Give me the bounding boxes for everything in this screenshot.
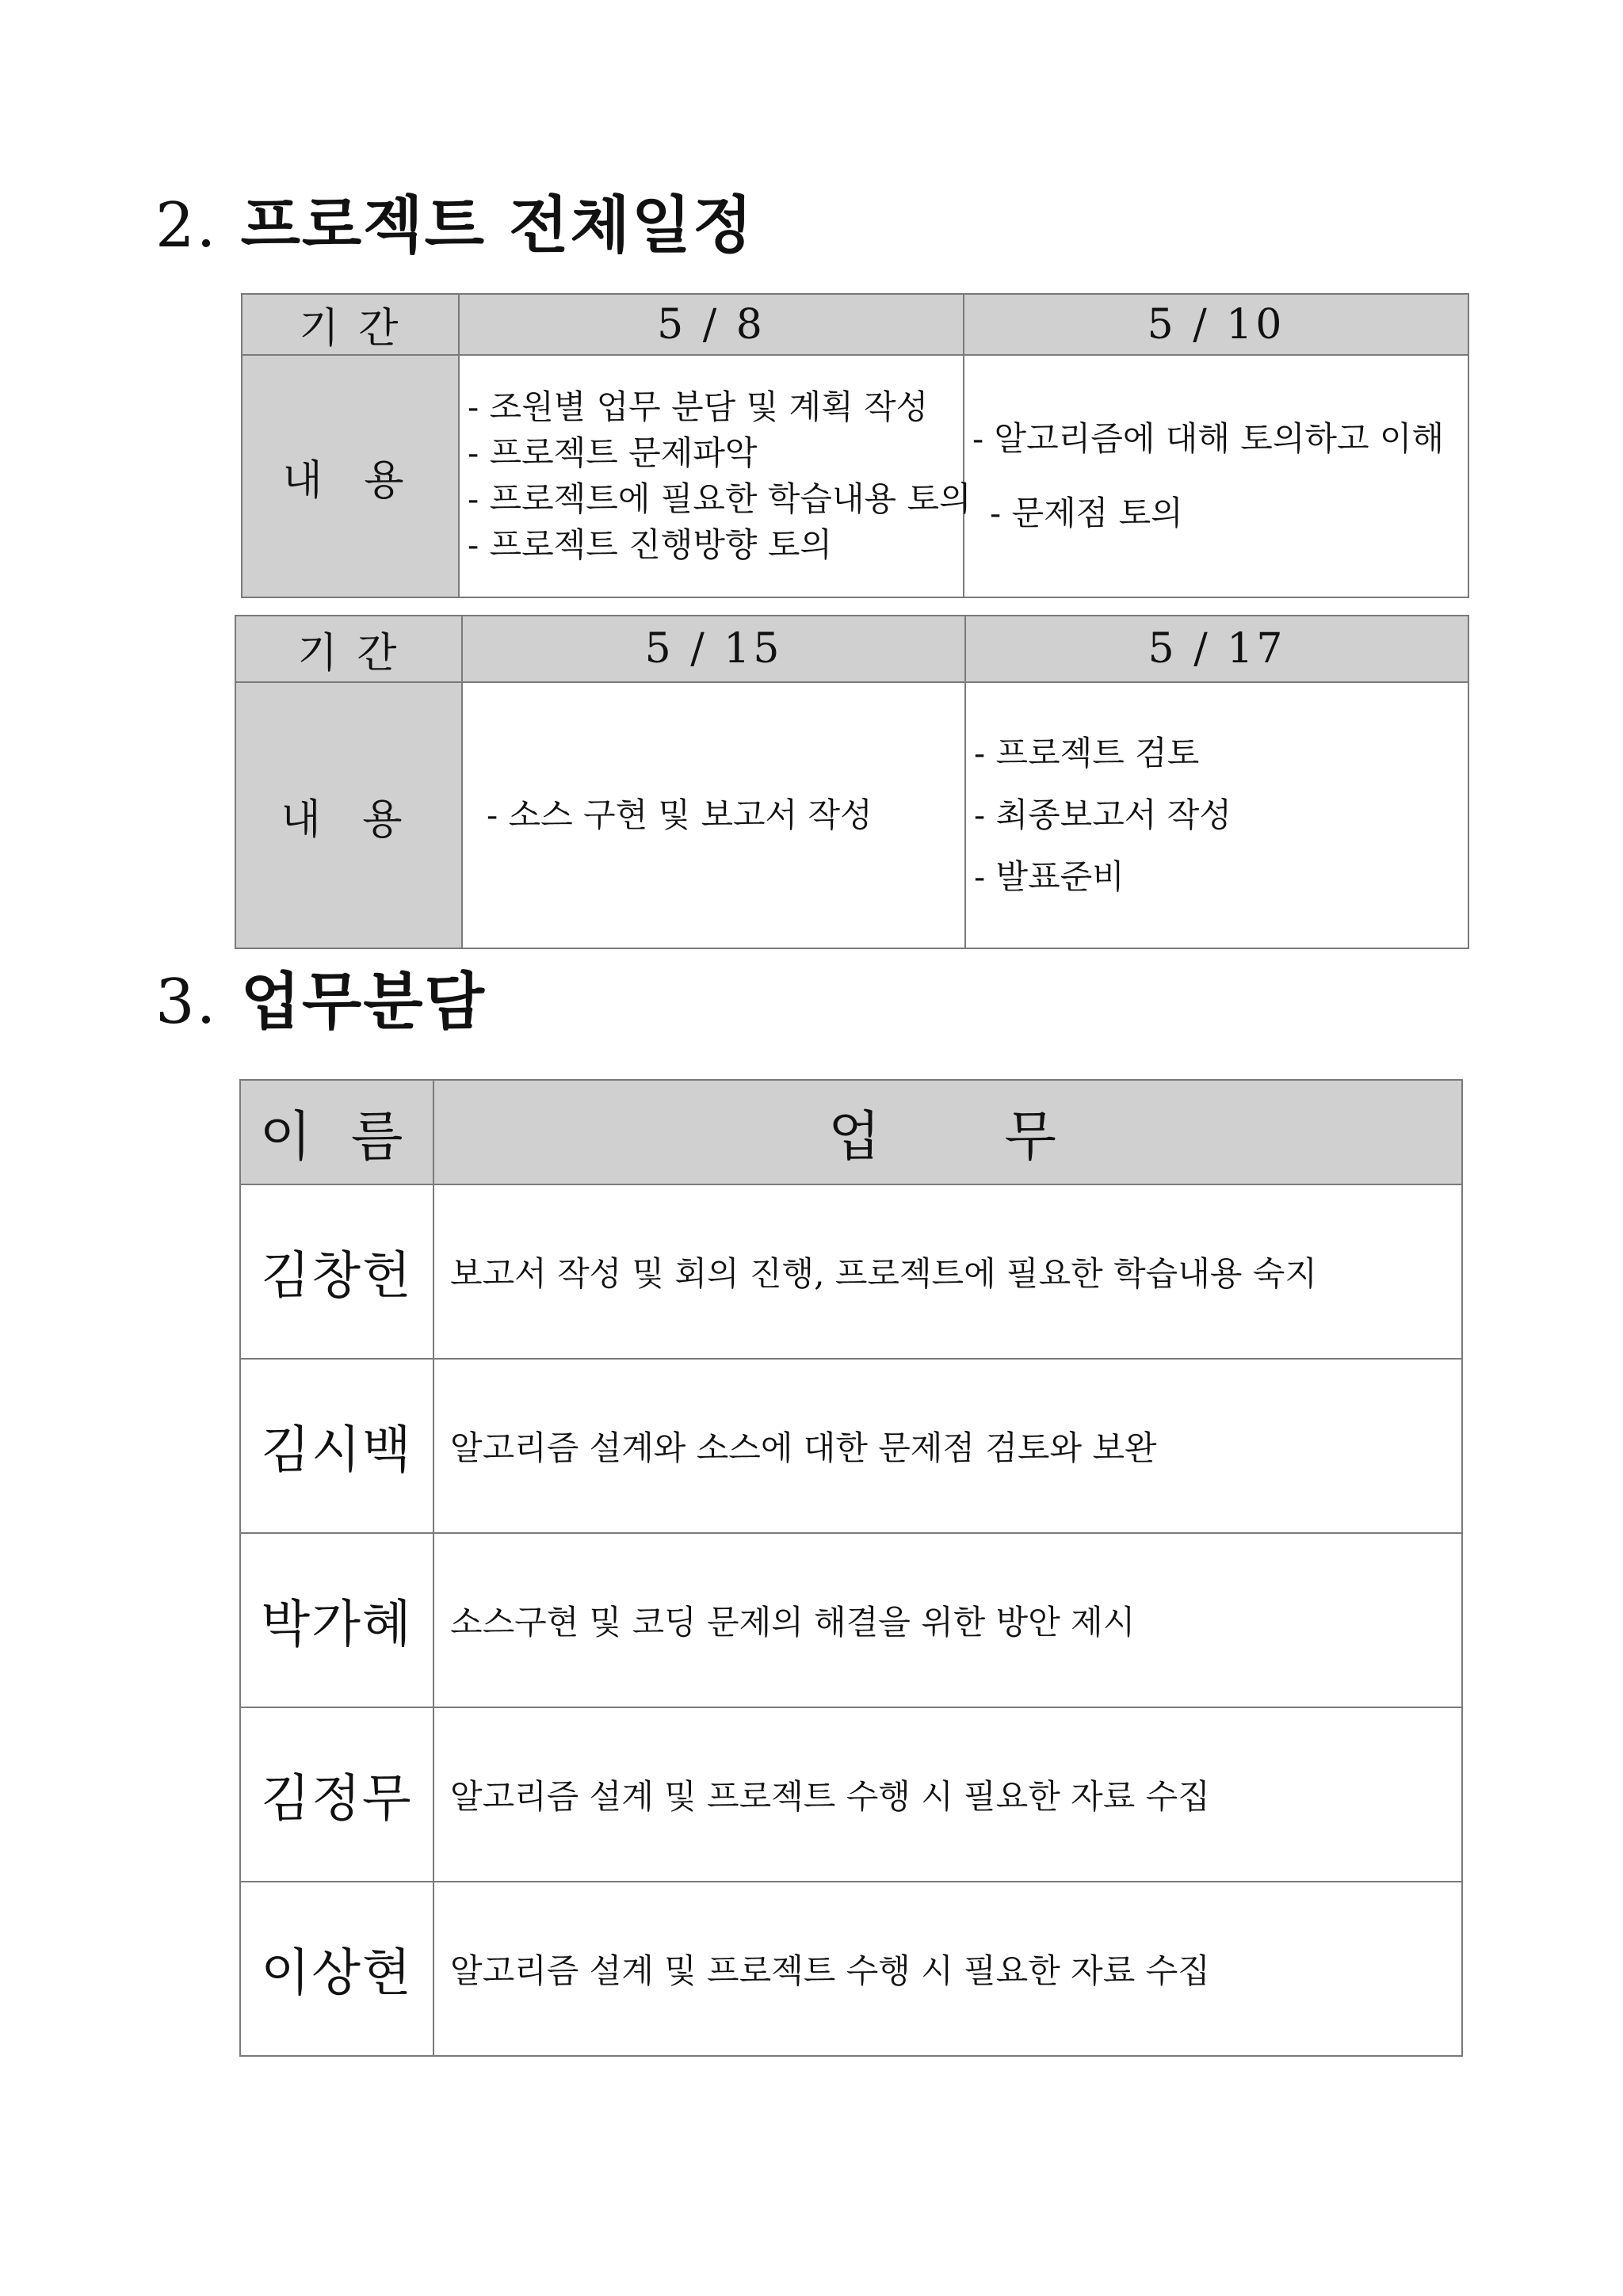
schedule-5-15-content [462,682,965,948]
member-name: 박가혜 [240,1533,433,1707]
list-item: - 조원별 업무 분담 및 계획 작성 [468,387,929,427]
schedule-table-1 [241,293,1469,598]
list-item: - 최종보고서 작성 [974,795,1232,835]
table-row [240,1184,1462,1359]
list-item: - 프로젝트 검토 [974,734,1200,773]
member-task: 알고리즘 설계 및 프로젝트 수행 시 필요한 자료 수집 [433,1707,1462,1882]
content-label: 내 용 [235,682,462,948]
date-5-8: 5 / 8 [459,294,964,355]
schedule-5-10-content [964,355,1468,597]
period-label: 기 간 [235,616,462,682]
member-task: 알고리즘 설계와 소스에 대한 문제점 검토와 보완 [433,1359,1462,1533]
date-5-15: 5 / 15 [462,616,965,682]
member-task: 알고리즘 설계 및 프로젝트 수행 시 필요한 자료 수집 [433,1882,1462,2056]
section-2-title: 프로젝트 전체일정 [240,190,754,261]
table-row [240,1533,1462,1707]
schedule-table-2 [235,615,1469,949]
schedule-table-1-header-row [242,294,1468,355]
member-name: 이상현 [240,1882,433,2056]
table-row [240,1359,1462,1533]
table-row [240,1707,1462,1882]
list-item: - 프로젝트 문제파악 [468,433,758,473]
date-5-10: 5 / 10 [964,294,1468,355]
roles-table [239,1079,1463,2057]
member-task: 보고서 작성 및 회의 진행, 프로젝트에 필요한 학습내용 숙지 [433,1184,1462,1359]
section-3-heading [155,967,486,1038]
member-name: 김창헌 [240,1184,433,1359]
list-item: - 문제점 토의 [990,494,1183,532]
member-name: 김정무 [240,1707,433,1882]
section-3-title: 업무분담 [240,967,486,1038]
list-item: - 프로젝트 진행방향 토의 [468,524,832,564]
content-label: 내 용 [242,355,459,597]
schedule-5-8-content [459,355,972,597]
list-item: - 알고리즘에 대해 토의하고 이해 [972,419,1445,458]
member-name: 김시백 [240,1359,433,1533]
list-item: - 프로젝트에 필요한 학습내용 토의 [468,479,972,518]
date-5-17: 5 / 17 [965,616,1468,682]
name-header: 이 름 [240,1080,433,1184]
schedule-table-2-header-row [235,616,1468,682]
schedule-5-17-content [965,682,1468,948]
section-3-number: 3. [155,967,218,1038]
schedule-table-1-content-row [242,355,1468,597]
list-item: - 소스 구현 및 보고서 작성 [487,795,873,835]
list-item: - 발표준비 [974,856,1125,896]
member-task: 소스구현 및 코딩 문제의 해결을 위한 방안 제시 [433,1533,1462,1707]
section-2-heading [155,190,754,261]
table-row [240,1882,1462,2056]
schedule-table-2-content-row [235,682,1468,948]
period-label: 기 간 [242,294,459,355]
roles-table-header-row [240,1080,1462,1184]
section-2-number: 2. [155,190,218,261]
task-header: 업 무 [433,1080,1462,1184]
